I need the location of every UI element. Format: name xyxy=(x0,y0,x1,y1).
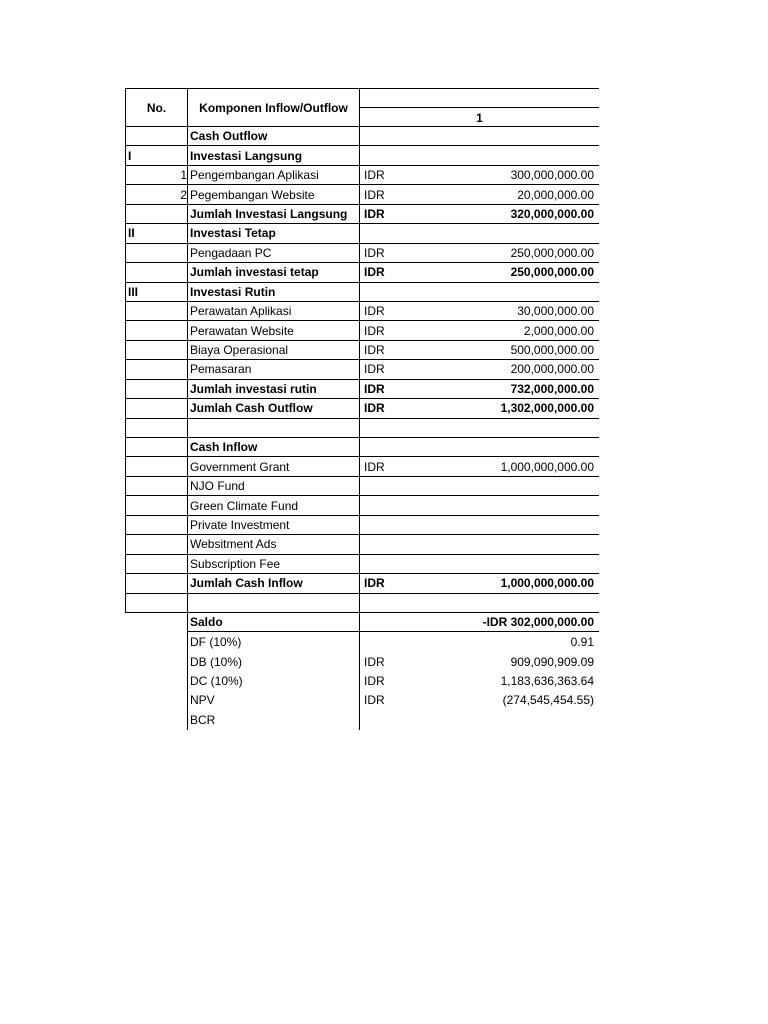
table-row xyxy=(125,574,599,593)
row-number-cell[interactable] xyxy=(125,321,187,339)
amount-value: 2,000,000.00 xyxy=(523,323,594,338)
row-value-cell[interactable] xyxy=(359,321,599,339)
row-value-cell[interactable] xyxy=(359,419,599,437)
summary-row xyxy=(125,613,599,632)
currency-label: IDR xyxy=(364,673,385,688)
summary-row xyxy=(125,632,599,651)
currency-label: IDR xyxy=(364,323,385,338)
currency-label: IDR xyxy=(364,576,385,591)
row-value-cell[interactable] xyxy=(359,496,599,514)
table-row xyxy=(125,263,599,282)
summary-spacer xyxy=(125,613,187,632)
amount-value: 909,090,909.09 xyxy=(510,654,594,669)
row-label-cell[interactable]: Biaya Operasional xyxy=(187,341,359,359)
currency-label: IDR xyxy=(364,168,385,183)
summary-spacer xyxy=(125,632,187,651)
table-row xyxy=(125,166,599,185)
row-value-cell[interactable] xyxy=(359,205,599,223)
summary-section xyxy=(125,613,599,730)
table-row xyxy=(125,283,599,302)
row-value-cell[interactable] xyxy=(359,244,599,262)
row-number-cell[interactable] xyxy=(125,205,187,223)
summary-row xyxy=(125,671,599,690)
summary-label-cell[interactable]: Saldo xyxy=(187,613,359,632)
row-label-cell[interactable]: Investasi Tetap xyxy=(187,224,359,242)
table-row xyxy=(125,380,599,399)
row-number-cell[interactable] xyxy=(125,457,187,475)
row-value-cell[interactable] xyxy=(359,166,599,184)
row-label-cell[interactable]: Investasi Langsung xyxy=(187,146,359,164)
row-value-cell[interactable] xyxy=(359,555,599,573)
row-value-cell[interactable] xyxy=(359,341,599,359)
currency-label: IDR xyxy=(364,245,385,260)
amount-value: 250,000,000.00 xyxy=(510,265,594,280)
row-number-cell[interactable] xyxy=(125,244,187,262)
table-row xyxy=(125,360,599,379)
row-number-cell[interactable] xyxy=(125,419,187,437)
table-row xyxy=(125,516,599,535)
table-body xyxy=(125,127,599,613)
table-row xyxy=(125,341,599,360)
row-number-cell[interactable] xyxy=(125,438,187,456)
table-row xyxy=(125,127,599,146)
amount-value: 320,000,000.00 xyxy=(510,206,594,221)
currency-label: IDR xyxy=(364,401,385,416)
currency-label: IDR xyxy=(364,693,385,708)
row-label-cell[interactable]: NJO Fund xyxy=(187,477,359,495)
summary-value-cell[interactable] xyxy=(359,710,599,729)
table-row xyxy=(125,185,599,204)
row-label-cell[interactable]: Investasi Rutin xyxy=(187,283,359,301)
row-value-cell[interactable] xyxy=(359,516,599,534)
row-number-cell[interactable] xyxy=(125,574,187,592)
row-label-cell[interactable]: Pengadaan PC xyxy=(187,244,359,262)
table-row xyxy=(125,224,599,243)
table-row xyxy=(125,594,599,613)
header-component[interactable]: Komponen Inflow/Outflow xyxy=(187,88,359,127)
row-label-cell[interactable]: Cash Inflow xyxy=(187,438,359,456)
summary-label-cell[interactable]: BCR xyxy=(187,710,359,729)
currency-label: IDR xyxy=(364,654,385,669)
amount-value: 20,000,000.00 xyxy=(517,187,594,202)
summary-spacer xyxy=(125,691,187,710)
currency-label: IDR xyxy=(364,343,385,358)
row-label-cell[interactable]: Pegembangan Website xyxy=(187,185,359,203)
summary-value-cell[interactable] xyxy=(359,671,599,690)
row-number-cell[interactable]: 2 xyxy=(125,185,187,203)
amount-value: 250,000,000.00 xyxy=(510,245,594,260)
row-label-cell[interactable]: Government Grant xyxy=(187,457,359,475)
row-value-cell[interactable] xyxy=(359,360,599,378)
amount-value: 732,000,000.00 xyxy=(510,381,594,396)
table-row xyxy=(125,535,599,554)
row-value-cell[interactable] xyxy=(359,457,599,475)
row-label-cell[interactable] xyxy=(187,419,359,437)
currency-label: IDR xyxy=(364,362,385,377)
table-header xyxy=(125,88,599,127)
currency-label: IDR xyxy=(364,265,385,280)
row-value-cell[interactable] xyxy=(359,477,599,495)
row-value-cell[interactable] xyxy=(359,224,599,242)
currency-label: IDR xyxy=(364,459,385,474)
amount-value: 1,000,000,000.00 xyxy=(500,576,594,591)
row-label-cell[interactable]: Jumlah investasi rutin xyxy=(187,380,359,398)
row-value-cell[interactable] xyxy=(359,127,599,145)
row-label-cell[interactable]: Perawatan Aplikasi xyxy=(187,302,359,320)
amount-value: 300,000,000.00 xyxy=(510,168,594,183)
summary-row xyxy=(125,710,599,729)
amount-value: -IDR 302,000,000.00 xyxy=(482,615,594,630)
row-value-cell[interactable] xyxy=(359,185,599,203)
row-value-cell[interactable] xyxy=(359,283,599,301)
table-row xyxy=(125,555,599,574)
table-row xyxy=(125,244,599,263)
summary-row xyxy=(125,652,599,671)
row-label-cell[interactable]: Jumlah Investasi Langsung xyxy=(187,205,359,223)
row-value-cell[interactable] xyxy=(359,146,599,164)
summary-spacer xyxy=(125,710,187,729)
row-label-cell[interactable]: Jumlah Cash Outflow xyxy=(187,399,359,417)
row-value-cell[interactable] xyxy=(359,535,599,553)
amount-value: (274,545,454.55) xyxy=(502,693,594,708)
row-number-cell[interactable] xyxy=(125,380,187,398)
row-label-cell[interactable]: Pengembangan Aplikasi xyxy=(187,166,359,184)
summary-row xyxy=(125,691,599,710)
row-number-cell[interactable] xyxy=(125,360,187,378)
row-number-cell[interactable] xyxy=(125,341,187,359)
row-value-cell[interactable] xyxy=(359,438,599,456)
row-number-cell[interactable]: 1 xyxy=(125,166,187,184)
summary-value-cell[interactable] xyxy=(359,632,599,651)
row-label-cell[interactable]: Pemasaran xyxy=(187,360,359,378)
cash-flow-table xyxy=(125,88,599,730)
amount-value: 500,000,000.00 xyxy=(510,343,594,358)
row-value-cell[interactable] xyxy=(359,263,599,281)
amount-value: 200,000,000.00 xyxy=(510,362,594,377)
amount-value: 0.91 xyxy=(570,635,594,650)
row-label-cell[interactable]: Green Climate Fund xyxy=(187,496,359,514)
amount-value: 1,183,636,363.64 xyxy=(500,673,594,688)
row-number-cell[interactable] xyxy=(125,302,187,320)
row-value-cell[interactable] xyxy=(359,574,599,592)
table-row xyxy=(125,419,599,438)
summary-label-cell[interactable]: NPV xyxy=(187,691,359,710)
summary-label-cell[interactable]: DB (10%) xyxy=(187,652,359,671)
summary-value-cell[interactable] xyxy=(359,613,599,632)
row-number-cell[interactable] xyxy=(125,496,187,514)
row-number-cell[interactable] xyxy=(125,535,187,553)
row-number-cell[interactable] xyxy=(125,477,187,495)
summary-value-cell[interactable] xyxy=(359,652,599,671)
row-label-cell[interactable]: Private Investment xyxy=(187,516,359,534)
row-number-cell[interactable] xyxy=(125,516,187,534)
currency-label: IDR xyxy=(364,206,385,221)
summary-spacer xyxy=(125,652,187,671)
row-value-cell[interactable] xyxy=(359,302,599,320)
row-number-cell[interactable]: I xyxy=(125,146,187,164)
amount-value: 1,000,000,000.00 xyxy=(500,459,594,474)
row-value-cell[interactable] xyxy=(359,399,599,417)
amount-value: 30,000,000.00 xyxy=(517,304,594,319)
row-label-cell[interactable]: Perawatan Website xyxy=(187,321,359,339)
row-number-cell[interactable] xyxy=(125,399,187,417)
row-value-cell[interactable] xyxy=(359,594,599,612)
row-label-cell[interactable]: Cash Outflow xyxy=(187,127,359,145)
table-row xyxy=(125,321,599,340)
summary-label-cell[interactable]: DF (10%) xyxy=(187,632,359,651)
row-number-cell[interactable] xyxy=(125,127,187,145)
table-row xyxy=(125,302,599,321)
table-row xyxy=(125,457,599,476)
row-label-cell[interactable]: Jumlah Cash Inflow xyxy=(187,574,359,592)
summary-label-cell[interactable]: DC (10%) xyxy=(187,671,359,690)
row-label-cell[interactable]: Subscription Fee xyxy=(187,555,359,573)
table-row xyxy=(125,146,599,165)
summary-value-cell[interactable] xyxy=(359,691,599,710)
row-value-cell[interactable] xyxy=(359,380,599,398)
header-no[interactable]: No. xyxy=(125,88,187,127)
row-number-cell[interactable]: II xyxy=(125,224,187,242)
table-row xyxy=(125,496,599,515)
currency-label: IDR xyxy=(364,381,385,396)
header-year: 1 xyxy=(476,110,483,125)
row-label-cell[interactable]: Websitment Ads xyxy=(187,535,359,553)
row-label-cell[interactable]: Jumlah investasi tetap xyxy=(187,263,359,281)
row-label-cell[interactable] xyxy=(187,594,359,612)
currency-label: IDR xyxy=(364,187,385,202)
table-row xyxy=(125,477,599,496)
amount-value: 1,302,000,000.00 xyxy=(500,401,594,416)
row-number-cell[interactable] xyxy=(125,555,187,573)
currency-label: IDR xyxy=(364,304,385,319)
table-row xyxy=(125,399,599,418)
row-number-cell[interactable]: III xyxy=(125,283,187,301)
row-number-cell[interactable] xyxy=(125,263,187,281)
table-row xyxy=(125,438,599,457)
row-number-cell[interactable] xyxy=(125,594,187,612)
header-year-cell[interactable] xyxy=(359,88,599,127)
summary-spacer xyxy=(125,671,187,690)
table-row xyxy=(125,205,599,224)
